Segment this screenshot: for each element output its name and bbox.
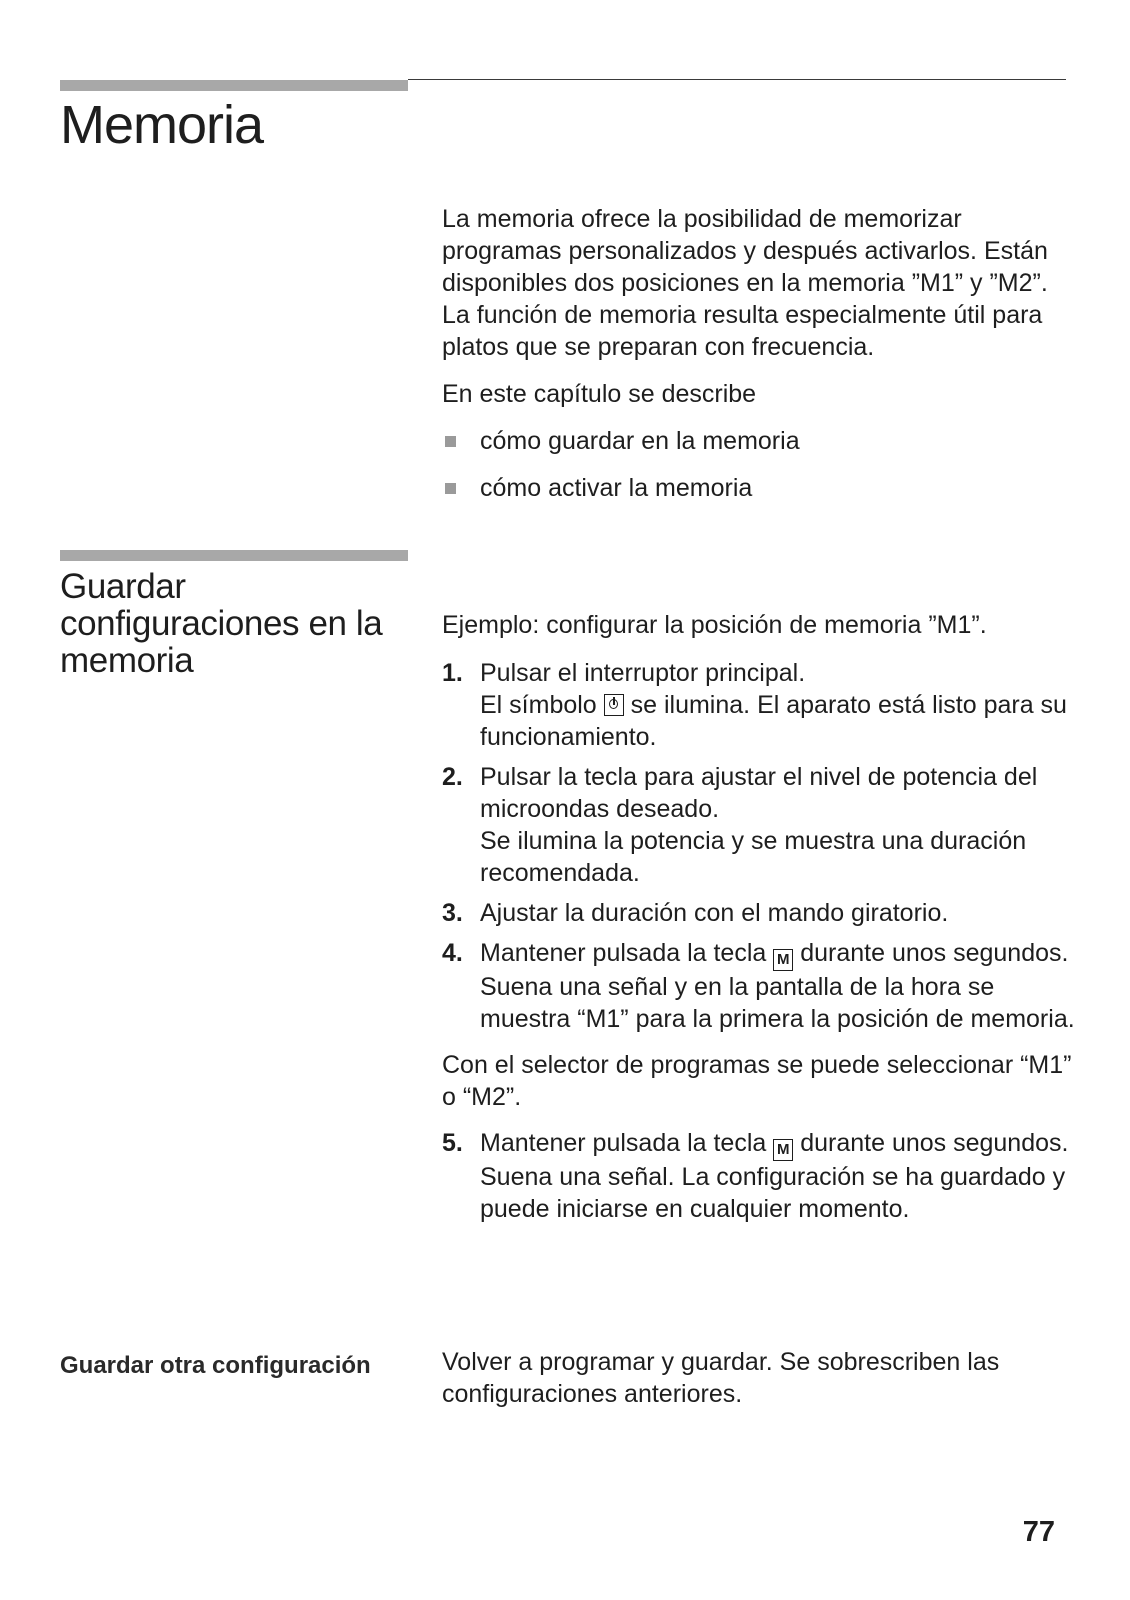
page-title: Memoria bbox=[60, 95, 264, 155]
step-item: 2. Pulsar la tecla para ajustar el nivel de potencia del microondas deseado. Se ilumina la potencia y se muestra una duración recomendada. bbox=[442, 763, 1038, 887]
step-number: 5. bbox=[442, 1129, 463, 1157]
intro-paragraph: La memoria ofrece la posibilidad de memorizar programas personalizados y después activarlos. Están disponibles dos posiciones en la memoria ”M1” y ”M2”. La función de memoria resulta especialmente útil para platos que se preparan con frecuencia. bbox=[442, 205, 1048, 361]
section-column bbox=[442, 609, 1082, 1233]
title-rule-thick bbox=[60, 80, 408, 91]
step-item: 4. Mantener pulsada la tecla M durante unos segundos. Suena una señal y en la pantalla de la hora se muestra “M1” para la primera la posición de memoria. bbox=[442, 939, 1075, 1033]
title-rule-thin bbox=[408, 79, 1066, 80]
step-number: 3. bbox=[442, 899, 463, 927]
step-number: 1. bbox=[442, 659, 463, 687]
bullet-item: cómo activar la memoria bbox=[442, 472, 1082, 504]
square-bullet-icon bbox=[445, 483, 456, 494]
intro-bullet-list bbox=[442, 425, 1082, 504]
other-config-column bbox=[442, 1346, 1082, 1410]
memory-key-icon: M bbox=[773, 949, 793, 971]
bullet-item: cómo guardar en la memoria bbox=[442, 425, 1082, 457]
page-number: 77 bbox=[1022, 1516, 1055, 1548]
selector-note: Con el selector de programas se puede seleccionar “M1” o “M2”. bbox=[442, 1051, 1072, 1111]
square-bullet-icon bbox=[445, 436, 456, 447]
step-item: 1. Pulsar el interruptor principal. El símbolo se ilumina. El aparato está listo para su funcionamiento. bbox=[442, 659, 1067, 751]
power-symbol-icon bbox=[604, 694, 624, 716]
section-heading: Guardar configuraciones en la memoria bbox=[60, 567, 383, 680]
step-item: 5. Mantener pulsada la tecla M durante unos segundos. Suena una señal. La configuración se ha guardado y puede iniciarse en cualquier momento. bbox=[442, 1129, 1069, 1223]
memory-key-icon: M bbox=[773, 1139, 793, 1161]
step-number: 2. bbox=[442, 763, 463, 791]
intro-lead: En este capítulo se describe bbox=[442, 380, 757, 408]
other-config-label: Guardar otra configuración bbox=[60, 1352, 371, 1379]
step-list bbox=[442, 657, 1082, 1035]
step-list-continued bbox=[442, 1127, 1082, 1225]
other-config-text: Volver a programar y guardar. Se sobrescriben las configuraciones anteriores. bbox=[442, 1348, 1000, 1408]
section-rule-thick bbox=[60, 550, 408, 561]
example-text: Ejemplo: configurar la posición de memoria ”M1”. bbox=[442, 611, 987, 639]
intro-column bbox=[442, 203, 1082, 519]
step-item: 3. Ajustar la duración con el mando giratorio. bbox=[442, 899, 949, 927]
step-number: 4. bbox=[442, 939, 463, 967]
